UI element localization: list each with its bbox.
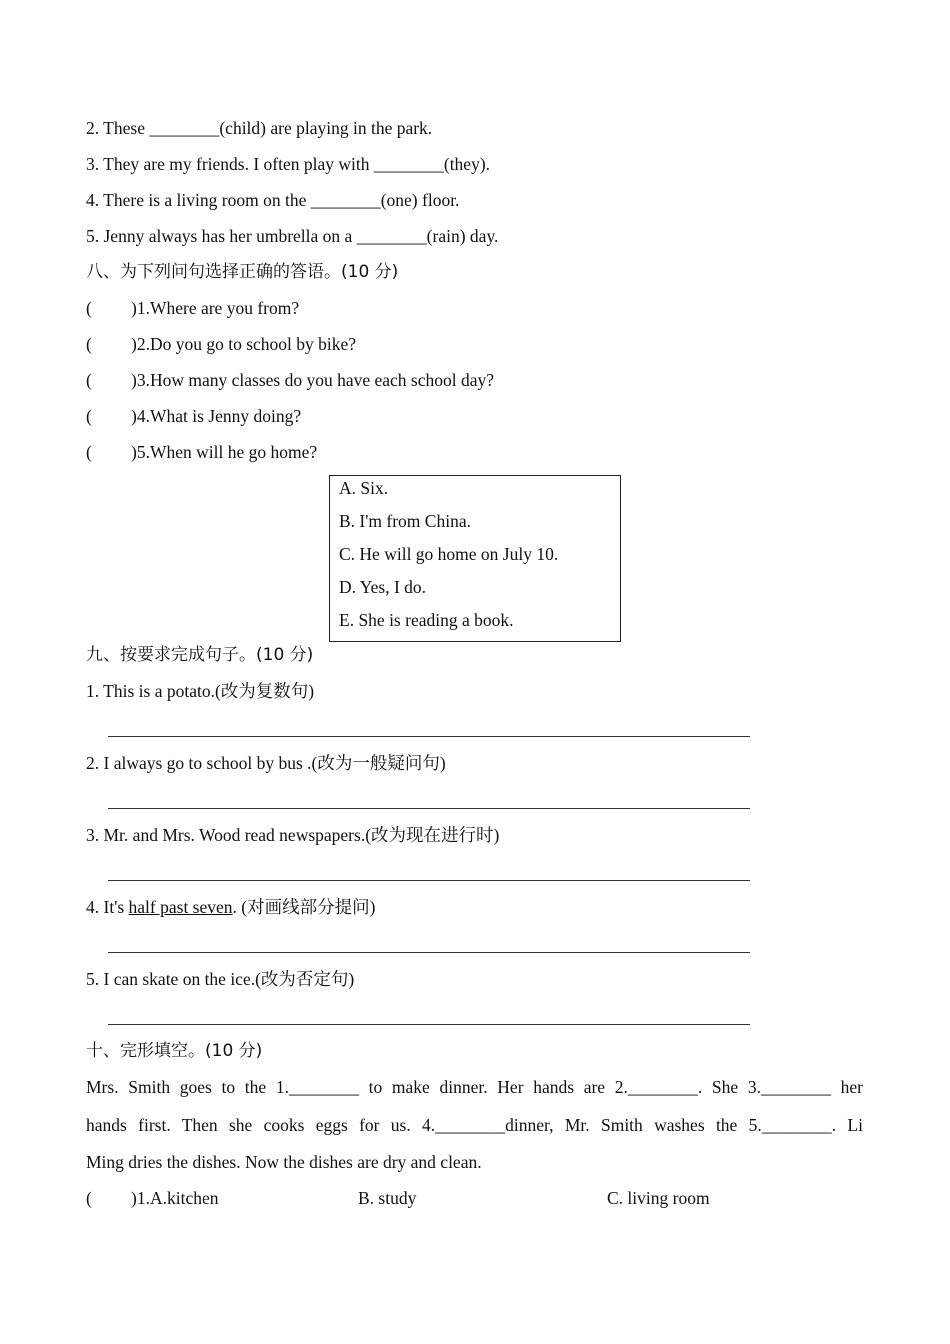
question-text: )5.When will he go home? xyxy=(131,442,318,462)
rewrite-item-1: 1. This is a potato.(改为复数句) xyxy=(86,681,315,701)
answer-paren[interactable]: ( xyxy=(86,442,92,462)
option-c: C. He will go home on July 10. xyxy=(339,544,559,564)
question-text: )1.Where are you from? xyxy=(131,298,300,318)
item-4-suffix: . (对画线部分提问) xyxy=(232,897,376,917)
option-a: A. Six. xyxy=(339,478,389,498)
option-e: E. She is reading a book. xyxy=(339,610,514,630)
cloze-passage-line-1: Mrs. Smith goes to the 1.________ to make dinner. Her hands are 2.________. She 3.________ her xyxy=(86,1077,863,1097)
section-8-title: 八、为下列问句选择正确的答语。(10 分) xyxy=(86,262,399,282)
underlined-phrase: half past seven xyxy=(128,897,233,917)
section-9-title: 九、按要求完成句子。(10 分) xyxy=(86,645,314,665)
answer-paren[interactable]: ( xyxy=(86,370,92,390)
answer-paren[interactable]: ( xyxy=(86,1188,92,1208)
answer-line-1[interactable] xyxy=(108,736,750,737)
rewrite-item-2: 2. I always go to school by bus .(改为一般疑问句) xyxy=(86,753,446,773)
cloze-option-c: C. living room xyxy=(607,1188,710,1208)
matching-question-2 xyxy=(86,332,356,356)
fill-blank-item-3: 3. They are my friends. I often play with ________(they). xyxy=(86,154,491,174)
matching-question-5 xyxy=(86,440,317,464)
answer-paren[interactable]: ( xyxy=(86,298,92,318)
answer-line-3[interactable] xyxy=(108,880,750,881)
option-a-text: )1.A.kitchen xyxy=(131,1188,219,1208)
question-text: )3.How many classes do you have each school day? xyxy=(131,370,495,390)
matching-question-3 xyxy=(86,368,494,392)
question-text: )4.What is Jenny doing? xyxy=(131,406,302,426)
cloze-passage-line-3: Ming dries the dishes. Now the dishes are dry and clean. xyxy=(86,1152,482,1172)
answer-line-4[interactable] xyxy=(108,952,750,953)
answer-options-box xyxy=(329,475,621,642)
answer-paren[interactable]: ( xyxy=(86,334,92,354)
rewrite-item-3: 3. Mr. and Mrs. Wood read newspapers.(改为现在进行时) xyxy=(86,825,500,845)
fill-blank-item-4: 4. There is a living room on the ________(one) floor. xyxy=(86,190,460,210)
cloze-passage-line-2: hands first. Then she cooks eggs for us. 4.________dinner, Mr. Smith washes the 5.________. Li xyxy=(86,1115,863,1135)
fill-blank-item-5: 5. Jenny always has her umbrella on a ________(rain) day. xyxy=(86,226,499,246)
option-d: D. Yes, I do. xyxy=(339,577,427,597)
question-text: )2.Do you go to school by bike? xyxy=(131,334,357,354)
matching-question-4 xyxy=(86,404,301,428)
answer-line-2[interactable] xyxy=(108,808,750,809)
rewrite-item-4 xyxy=(86,895,375,919)
rewrite-item-5: 5. I can skate on the ice.(改为否定句) xyxy=(86,969,355,989)
fill-blank-item-2: 2. These ________(child) are playing in the park. xyxy=(86,118,433,138)
cloze-question-1 xyxy=(86,1186,218,1210)
option-b: B. I'm from China. xyxy=(339,511,471,531)
cloze-option-b: B. study xyxy=(358,1188,417,1208)
section-10-title: 十、完形填空。(10 分) xyxy=(86,1041,263,1061)
item-4-prefix: 4. It's xyxy=(86,897,129,917)
answer-line-5[interactable] xyxy=(108,1024,750,1025)
answer-paren[interactable]: ( xyxy=(86,406,92,426)
matching-question-1 xyxy=(86,296,299,320)
